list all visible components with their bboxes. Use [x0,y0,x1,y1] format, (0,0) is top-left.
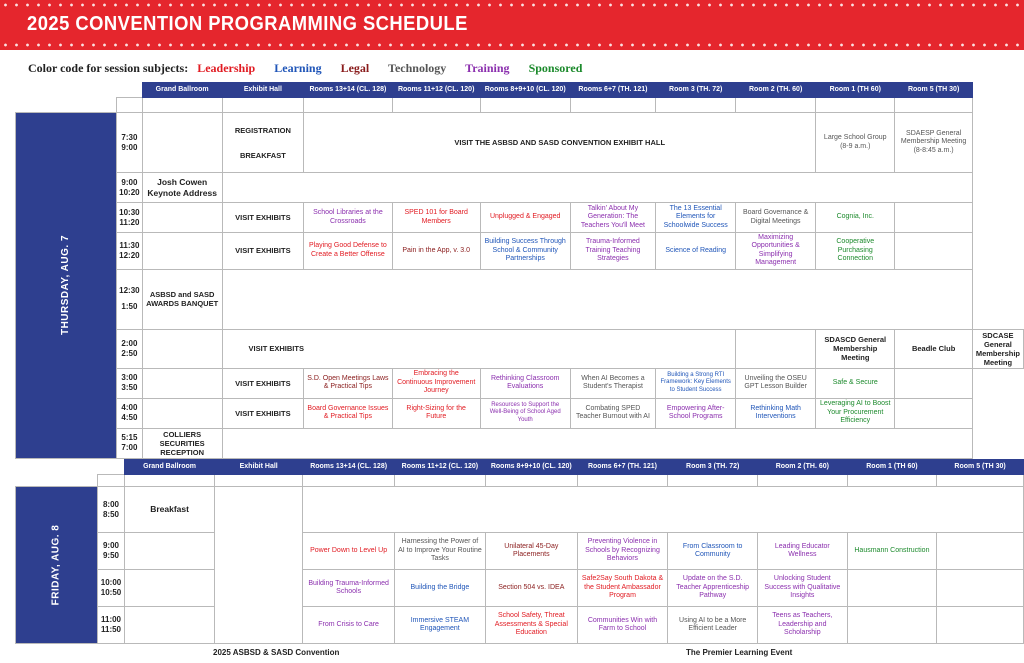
exhibit-cell: VISIT EXHIBITS [222,203,304,233]
room-header-row [16,83,1024,98]
room-3: Room 3 (TH. 72) [668,460,758,475]
empty-cell [142,233,222,270]
table-row [16,203,1024,233]
session-cell: Power Down to Level Up [303,533,394,570]
friday-table [15,459,1024,644]
spacer-row [16,98,1024,113]
session-cell: Harnessing the Power of AI to Improve Your Routine Tasks [394,533,485,570]
spacer-cell [577,475,668,487]
session-cell: Rethinking Math Interventions [736,398,816,428]
session-cell: Rethinking Classroom Evaluations [480,368,570,398]
header-corner [97,460,125,475]
empty-cell [125,533,215,570]
time-slot: 11:00 11:50 [97,607,125,644]
time-slot: 2:00 2:50 [117,329,143,368]
session-cell: Board Governance Issues & Practical Tips [304,398,392,428]
empty-cell [142,113,222,173]
color-legend [28,61,598,76]
empty-cell [125,607,215,644]
footer-tagline: The Premier Learning Event [686,648,793,657]
session-cell: Leading Educator Wellness [758,533,848,570]
time-slot: 8:00 8:50 [97,487,125,533]
banner-dots-bottom [0,43,1024,47]
empty-cell [847,607,937,644]
session-cell: School Safety, Threat Assessments & Special Education [486,607,578,644]
exhibit-hall-span: VISIT THE ASBSD AND SASD CONVENTION EXHIBIT HALL [304,113,816,173]
empty-cell [142,398,222,428]
exhibit-cell: VISIT EXHIBITS [222,233,304,270]
empty-cell [142,203,222,233]
session-cell: SDAESP General Membership Meeting (8-8:45 a.m.) [895,113,972,173]
session-cell: Cooperative Purchasing Connection [816,233,895,270]
table-row [16,269,1024,329]
session-cell: Board Governance & Digital Meetings [736,203,816,233]
table-row [16,113,1024,173]
empty-cell [937,533,1024,570]
spacer-cell [736,98,816,113]
spacer-cell [16,98,117,113]
session-cell: Trauma-Informed Training Teaching Strategies [570,233,656,270]
room-13-14: Rooms 13+14 (CL. 128) [304,83,392,98]
table-row [16,173,1024,203]
header-corner [16,83,117,98]
session-cell: School Libraries at the Crossroads [304,203,392,233]
empty-cell [895,398,972,428]
spacer-cell [117,98,143,113]
table-row [16,570,1024,607]
header-corner [16,460,98,475]
room-11-12: Rooms 11+12 (CL. 120) [394,460,485,475]
room-1: Room 1 (TH 60) [816,83,895,98]
session-cell: Communities Win with Farm to School [577,607,668,644]
session-cell: Combating SPED Teacher Burnout with AI [570,398,656,428]
registration-breakfast-cell: REGISTRATION BREAKFAST [222,113,304,173]
room-5: Room 5 (TH 30) [937,460,1024,475]
spacer-cell [816,98,895,113]
banquet-cell: ASBSD and SASD AWARDS BANQUET [142,269,222,329]
session-cell: Large School Group (8-9 a.m.) [816,113,895,173]
spacer-cell [847,475,937,487]
session-cell: Science of Reading [656,233,736,270]
room-11-12: Rooms 11+12 (CL. 120) [392,83,480,98]
session-cell: The 13 Essential Elements for Schoolwide Success [656,203,736,233]
day-label-thursday: THURSDAY, AUG. 7 [16,113,117,459]
session-cell: Unveiling the OSEU GPT Lesson Builder [736,368,816,398]
table-row [16,329,1024,368]
legend-leadership: Leadership [197,61,256,75]
table-row [16,487,1024,533]
empty-cell [937,570,1024,607]
empty-cell [142,368,222,398]
page-title: 2025 CONVENTION PROGRAMMING SCHEDULE [27,13,468,35]
session-cell: SDCASE General Membership Meeting [972,329,1023,368]
room-5: Room 5 (TH 30) [895,83,972,98]
empty-cell [736,329,816,368]
session-cell: Building Success Through School & Community Partnerships [480,233,570,270]
session-cell: Unplugged & Engaged [480,203,570,233]
header-banner [0,0,1024,50]
table-row [16,233,1024,270]
legend-technology: Technology [388,61,447,75]
spacer-cell [480,98,570,113]
time-slot: 5:15 7:00 [117,428,143,458]
session-cell: SPED 101 for Board Members [392,203,480,233]
banner-dots-top [0,3,1024,7]
room-8-9-10: Rooms 8+9+10 (CL. 120) [486,460,578,475]
footer-event-name: 2025 ASBSD & SASD Convention [213,648,340,657]
header-corner [117,83,143,98]
time-slot: 10:00 10:50 [97,570,125,607]
exhibit-cell: VISIT EXHIBITS [222,368,304,398]
session-cell: Right-Sizing for the Future [392,398,480,428]
room-2: Room 2 (TH. 60) [758,460,848,475]
room-header-row [16,460,1024,475]
spacer-cell [486,475,578,487]
table-row [16,368,1024,398]
session-cell: Resources to Support the Well-Being of School Aged Youth [480,398,570,428]
friday-schedule [15,459,1024,644]
empty-cell [222,269,972,329]
thursday-schedule [15,82,1024,459]
spacer-cell [303,475,394,487]
room-6-7: Rooms 6+7 (TH. 121) [577,460,668,475]
session-cell: Hausmann Construction [847,533,937,570]
empty-cell [895,233,972,270]
room-13-14: Rooms 13+14 (CL. 128) [303,460,394,475]
empty-cell [214,487,303,644]
table-row [16,398,1024,428]
legend-label: Color code for session subjects: [28,61,189,75]
spacer-cell [16,475,98,487]
room-exhibit-hall: Exhibit Hall [214,460,303,475]
empty-cell [847,570,937,607]
room-exhibit-hall: Exhibit Hall [222,83,304,98]
session-cell: S.D. Open Meetings Laws & Practical Tips [304,368,392,398]
session-cell: From Crisis to Care [303,607,394,644]
session-cell: Pain in the App, v. 3.0 [392,233,480,270]
spacer-cell [214,475,303,487]
legend-sponsored: Sponsored [528,61,583,75]
room-grand-ballroom: Grand Ballroom [142,83,222,98]
empty-cell [895,203,972,233]
spacer-cell [895,98,972,113]
spacer-cell [125,475,215,487]
session-cell: Building the Bridge [394,570,485,607]
exhibit-span: VISIT EXHIBITS [222,329,736,368]
session-cell: Unilateral 45-Day Placements [486,533,578,570]
room-2: Room 2 (TH. 60) [736,83,816,98]
spacer-cell [570,98,656,113]
table-row [16,607,1024,644]
session-cell: Unlocking Student Success with Qualitative Insights [758,570,848,607]
time-slot: 11:30 12:20 [117,233,143,270]
breakfast-cell: Breakfast [125,487,215,533]
spacer-cell [668,475,758,487]
room-3: Room 3 (TH. 72) [656,83,736,98]
time-slot: 3:00 3:50 [117,368,143,398]
session-cell: Section 504 vs. IDEA [486,570,578,607]
empty-cell [303,487,1024,533]
session-cell: Building a Strong RTI Framework: Key Elements to Student Success [656,368,736,398]
session-cell: Beadle Club [895,329,972,368]
spacer-cell [392,98,480,113]
time-slot: 4:00 4:50 [117,398,143,428]
spacer-cell [142,98,222,113]
room-6-7: Rooms 6+7 (TH. 121) [570,83,656,98]
session-cell: Cognia, Inc. [816,203,895,233]
table-row [16,533,1024,570]
thursday-table [15,82,1024,459]
session-cell: Embracing the Continuous Improvement Journey [392,368,480,398]
empty-cell [895,368,972,398]
session-cell: Teens as Teachers, Leadership and Scholarship [758,607,848,644]
room-1: Room 1 (TH 60) [847,460,937,475]
table-row [16,428,1024,458]
spacer-cell [304,98,392,113]
time-slot: 9:00 10:20 [117,173,143,203]
empty-cell [222,428,972,458]
session-cell: Using AI to be a More Efficient Leader [668,607,758,644]
spacer-cell [758,475,848,487]
spacer-cell [222,98,304,113]
spacer-cell [937,475,1024,487]
room-grand-ballroom: Grand Ballroom [125,460,215,475]
session-cell: Maximizing Opportunities & Simplifying Management [736,233,816,270]
session-cell: Playing Good Defense to Create a Better Offense [304,233,392,270]
reception-cell: COLLIERS SECURITIES RECEPTION [142,428,222,458]
room-8-9-10: Rooms 8+9+10 (CL. 120) [480,83,570,98]
exhibit-cell: VISIT EXHIBITS [222,398,304,428]
session-cell: Immersive STEAM Engagement [394,607,485,644]
spacer-cell [394,475,485,487]
legend-training: Training [465,61,510,75]
legend-legal: Legal [340,61,370,75]
session-cell: Safe & Secure [816,368,895,398]
session-cell: Preventing Violence in Schools by Recognizing Behaviors [577,533,668,570]
time-slot: 10:30 11:20 [117,203,143,233]
day-label-friday: FRIDAY, AUG. 8 [16,487,98,644]
legend-learning: Learning [274,61,322,75]
time-slot: 12:30 1:50 [117,269,143,329]
session-cell: Update on the S.D. Teacher Apprenticeship Pathway [668,570,758,607]
empty-cell [222,173,972,203]
session-cell: Talkin' About My Generation: The Teachers You'll Meet [570,203,656,233]
session-cell: Empowering After-School Programs [656,398,736,428]
session-cell: Safe2Say South Dakota & the Student Ambassador Program [577,570,668,607]
session-cell: From Classroom to Community [668,533,758,570]
empty-cell [937,607,1024,644]
session-cell: When AI Becomes a Student's Therapist [570,368,656,398]
session-cell: Leveraging AI to Boost Your Procurement Efficiency [816,398,895,428]
session-cell: Building Trauma-Informed Schools [303,570,394,607]
keynote-cell: Josh Cowen Keynote Address [142,173,222,203]
spacer-row [16,475,1024,487]
spacer-cell [97,475,125,487]
time-slot: 7:30 9:00 [117,113,143,173]
empty-cell [125,570,215,607]
spacer-cell [656,98,736,113]
session-cell: SDASCD General Membership Meeting [816,329,895,368]
empty-cell [142,329,222,368]
time-slot: 9:00 9:50 [97,533,125,570]
